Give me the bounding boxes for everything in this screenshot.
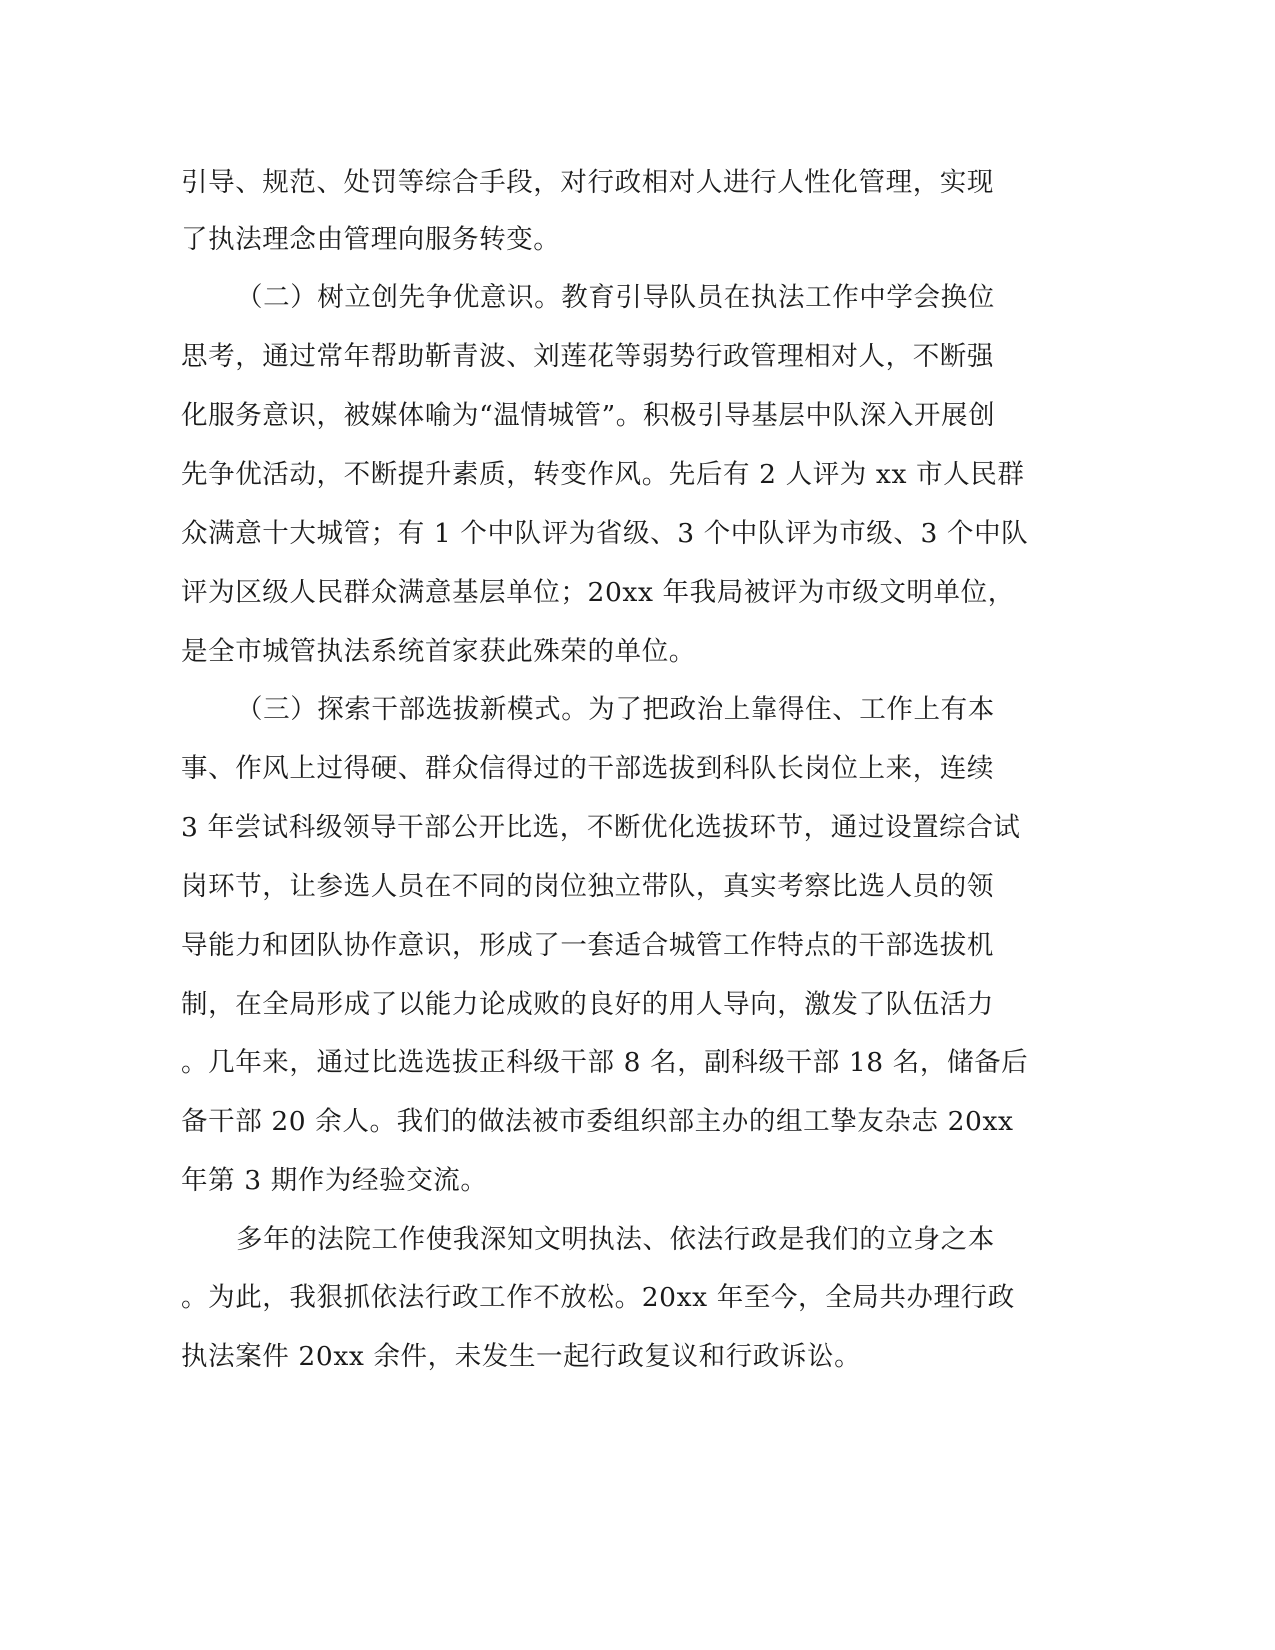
paragraph-1-line-1: 引导、规范、处罚等综合手段，对行政相对人进行人性化管理，实现	[181, 167, 994, 198]
paragraph-4-line-1: 多年的法院工作使我深知文明执法、依法行政是我们的立身之本	[236, 1224, 995, 1255]
paragraph-3-line-5: 导能力和团队协作意识，形成了一套适合城管工作特点的干部选拔机	[181, 930, 994, 961]
paragraph-4-line-3: 执法案件 20xx 余件，未发生一起行政复议和行政诉讼。	[181, 1341, 862, 1372]
paragraph-2-line-3: 化服务意识，被媒体喻为“温情城管”。积极引导基层中队深入开展创	[181, 400, 996, 431]
paragraph-4-line-2: 。为此，我狠抓依法行政工作不放松。20xx 年至今，全局共办理行政	[181, 1282, 1015, 1313]
paragraph-3-line-9: 年第 3 期作为经验交流。	[181, 1165, 488, 1196]
paragraph-2-line-4: 先争优活动，不断提升素质，转变作风。先后有 2 人评为 xx 市人民群	[181, 459, 1025, 490]
paragraph-2-line-5: 众满意十大城管；有 1 个中队评为省级、3 个中队评为市级、3 个中队	[181, 518, 1029, 549]
paragraph-3-line-4: 岗环节，让参选人员在不同的岗位独立带队，真实考察比选人员的领	[181, 871, 994, 902]
paragraph-3-line-3: 3 年尝试科级领导干部公开比选，不断优化选拔环节，通过设置综合试	[181, 812, 1021, 843]
paragraph-2-line-1: （二）树立创先争优意识。教育引导队员在执法工作中学会换位	[236, 282, 995, 313]
paragraph-2-line-7: 是全市城管执法系统首家获此殊荣的单位。	[181, 636, 696, 667]
paragraph-2-line-2: 思考，通过常年帮助靳青波、刘莲花等弱势行政管理相对人，不断强	[181, 341, 994, 372]
paragraph-3-line-6: 制，在全局形成了以能力论成败的良好的用人导向，激发了队伍活力	[181, 989, 994, 1020]
paragraph-3-line-2: 事、作风上过得硬、群众信得过的干部选拔到科队长岗位上来，连续	[181, 753, 994, 784]
paragraph-3-line-7: 。几年来，通过比选选拔正科级干部 8 名，副科级干部 18 名，储备后	[181, 1047, 1029, 1078]
paragraph-2-line-6: 评为区级人民群众满意基层单位；20xx 年我局被评为市级文明单位，	[181, 577, 1015, 608]
paragraph-1-line-2: 了执法理念由管理向服务转变。	[181, 224, 561, 255]
paragraph-3-line-1: （三）探索干部选拔新模式。为了把政治上靠得住、工作上有本	[236, 694, 995, 725]
paragraph-3-line-8: 备干部 20 余人。我们的做法被市委组织部主办的组工挚友杂志 20xx	[181, 1106, 1014, 1137]
